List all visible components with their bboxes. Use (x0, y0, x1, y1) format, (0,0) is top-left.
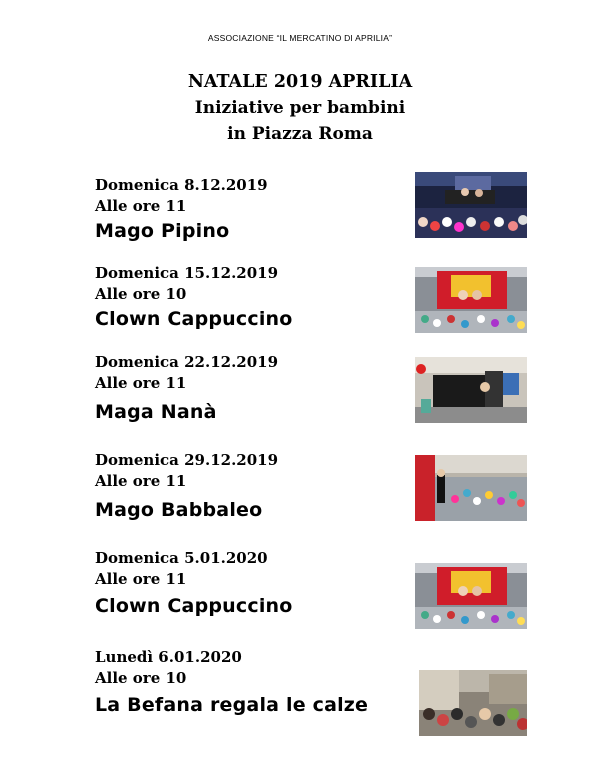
event-time: Alle ore 10 (95, 669, 187, 687)
event-name: Clown Cappuccino (95, 308, 293, 330)
event-date: Domenica 8.12.2019 (95, 176, 268, 194)
event-date: Domenica 29.12.2019 (95, 451, 279, 469)
event-time: Alle ore 11 (95, 374, 187, 392)
event-name: Mago Pipino (95, 220, 230, 242)
event-date: Domenica 22.12.2019 (95, 353, 279, 371)
event-date: Domenica 15.12.2019 (95, 264, 279, 282)
event-item (95, 175, 405, 245)
event-time: Alle ore 11 (95, 472, 187, 490)
event-photo (415, 267, 527, 333)
event-time: Alle ore 11 (95, 570, 187, 588)
event-photo (415, 357, 527, 423)
event-date: Domenica 5.01.2020 (95, 549, 268, 567)
event-name: Maga Nanà (95, 401, 217, 423)
event-name: Clown Cappuccino (95, 595, 293, 617)
event-item (95, 450, 405, 524)
association-heading: ASSOCIAZIONE “IL MERCATINO DI APRILIA” (207, 33, 393, 43)
page-subtitle: Iniziative per bambini (194, 98, 406, 118)
event-time: Alle ore 10 (95, 285, 187, 303)
event-photo (419, 670, 527, 736)
event-photo (415, 563, 527, 629)
event-item (95, 263, 405, 333)
event-name: La Befana regala le calze (95, 694, 369, 716)
event-item (95, 548, 405, 620)
event-photo (415, 172, 527, 238)
event-time: Alle ore 11 (95, 197, 187, 215)
event-item (95, 647, 405, 719)
event-date: Lunedì 6.01.2020 (95, 648, 242, 666)
page-location: in Piazza Roma (227, 124, 373, 144)
page-title: NATALE 2019 APRILIA (187, 72, 413, 92)
event-name: Mago Babbaleo (95, 499, 263, 521)
event-item (95, 352, 405, 426)
event-photo (415, 455, 527, 521)
